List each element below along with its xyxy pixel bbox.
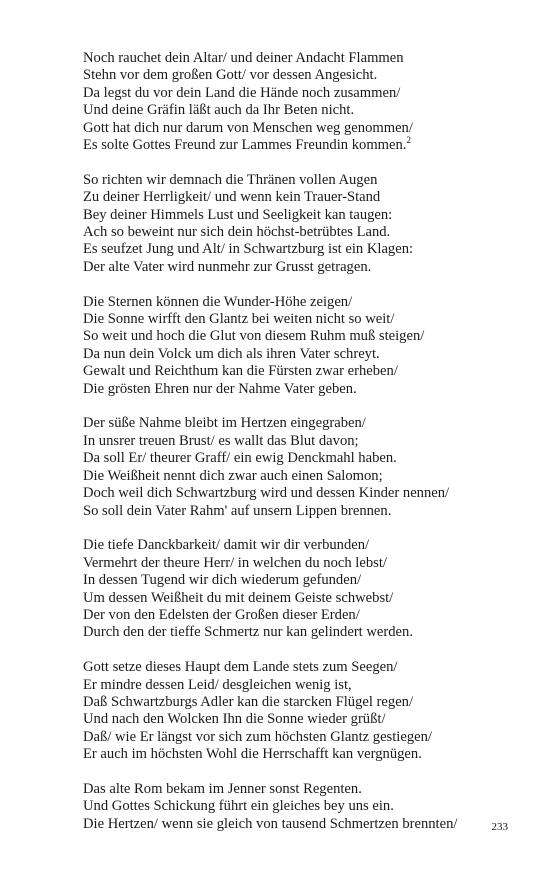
verse-line: Vermehrt der theure Herr/ in welchen du noch lebst/: [83, 554, 387, 571]
verse-line: Daß/ wie Er längst vor sich zum höchsten Glantz gestiegen/: [83, 728, 432, 745]
verse-line: Er auch im höchsten Wohl die Herrschafft kan vergnügen.: [83, 746, 422, 763]
verse-line: Daß Schwartzburgs Adler kan die starcken Flügel regen/: [83, 693, 414, 710]
verse-line: Die Sternen können die Wunder-Höhe zeigen/: [83, 293, 353, 310]
verse-line: Er mindre dessen Leid/ desgleichen wenig ist,: [83, 676, 352, 693]
stanza: [83, 50, 523, 154]
verse-line: In dessen Tugend wir dich wiederum gefunden/: [83, 572, 362, 589]
stanza: [83, 781, 523, 833]
verse-line: Stehn vor dem großen Gott/ vor dessen Angesicht.: [83, 67, 378, 84]
verse-line: So weit und hoch die Glut von diesem Ruhm muß steigen/: [83, 328, 425, 345]
verse-line: Da nun dein Volck um dich als ihren Vater schreyt.: [83, 345, 380, 362]
verse-line: Bey deiner Himmels Lust und Seeligkeit kan taugen:: [83, 206, 393, 223]
verse-line: So richten wir demnach die Thränen vollen Augen: [83, 171, 378, 188]
verse-line: Durch den der tieffe Schmertz nur kan gelindert werden.: [83, 624, 413, 641]
verse-line: Und Gottes Schickung führt ein gleiches bey uns ein.: [83, 798, 394, 815]
stanza: [83, 294, 523, 398]
verse-line: Und deine Gräfin läßt auch da Ihr Beten nicht.: [83, 102, 355, 119]
verse-line: Die Sonne wirfft den Glantz bei weiten nicht so weit/: [83, 311, 395, 328]
verse-line: [83, 137, 523, 154]
stanza: [83, 659, 523, 763]
verse-line: Doch weil dich Schwartzburg wird und dessen Kinder nennen/: [83, 485, 450, 502]
verse-line: Da soll Er/ theurer Graff/ ein ewig Denckmahl haben.: [83, 450, 397, 467]
footnote-marker[interactable]: 2: [406, 135, 411, 146]
verse-line: Das alte Rom bekam im Jenner sonst Regenten.: [83, 780, 362, 797]
verse-line: Der alte Vater wird nunmehr zur Grusst getragen.: [83, 258, 372, 275]
verse-line: So soll dein Vater Rahm' auf unsern Lippen brennen.: [83, 502, 392, 519]
verse-line: Die Weißheit nennt dich zwar auch einen Salomon;: [83, 467, 383, 484]
verse-line: Da legst du vor dein Land die Hände noch zusammen/: [83, 84, 401, 101]
verse-line: Noch rauchet dein Altar/ und deiner Andacht Flammen: [83, 50, 404, 66]
stanza: [83, 172, 523, 276]
verse-line: Zu deiner Herrligkeit/ und wenn kein Trauer-Stand: [83, 189, 381, 206]
verse-line: Es seufzet Jung und Alt/ in Schwartzburg ist ein Klagen:: [83, 241, 414, 258]
verse-line: Gott hat dich nur darum von Menschen weg genommen/: [83, 119, 413, 136]
verse-line: Gewalt und Reichthum kan die Fürsten zwar erheben/: [83, 363, 398, 380]
verse-line: Die tiefe Danckbarkeit/ damit wir dir verbunden/: [83, 537, 370, 554]
page-number: 233: [491, 821, 508, 833]
verse-line: Und nach den Wolcken Ihn die Sonne wieder grüßt/: [83, 711, 386, 728]
verse-line: In unsrer treuen Brust/ es wallt das Blut davon;: [83, 432, 359, 449]
verse-line: Ach so beweint nur sich dein höchst-betrübtes Land.: [83, 224, 391, 241]
verse-line-text: Es solte Gottes Freund zur Lammes Freundin kommen.: [83, 137, 407, 154]
verse-line: Gott setze dieses Haupt dem Lande stets zum Seegen/: [83, 659, 398, 676]
verse-line: Um dessen Weißheit du mit deinem Geiste schwebst/: [83, 589, 394, 606]
verse-line: Der von den Edelsten der Großen dieser Erden/: [83, 606, 360, 623]
verse-line: Der süße Nahme bleibt im Hertzen eingegraben/: [83, 415, 366, 432]
verse-line: Die Hertzen/ wenn sie gleich von tausend Schmertzen brennten/: [83, 815, 458, 832]
verse-line: Die grösten Ehren nur der Nahme Vater geben.: [83, 380, 357, 397]
stanza: [83, 415, 523, 519]
poem-text: [83, 50, 523, 833]
stanza: [83, 537, 523, 641]
